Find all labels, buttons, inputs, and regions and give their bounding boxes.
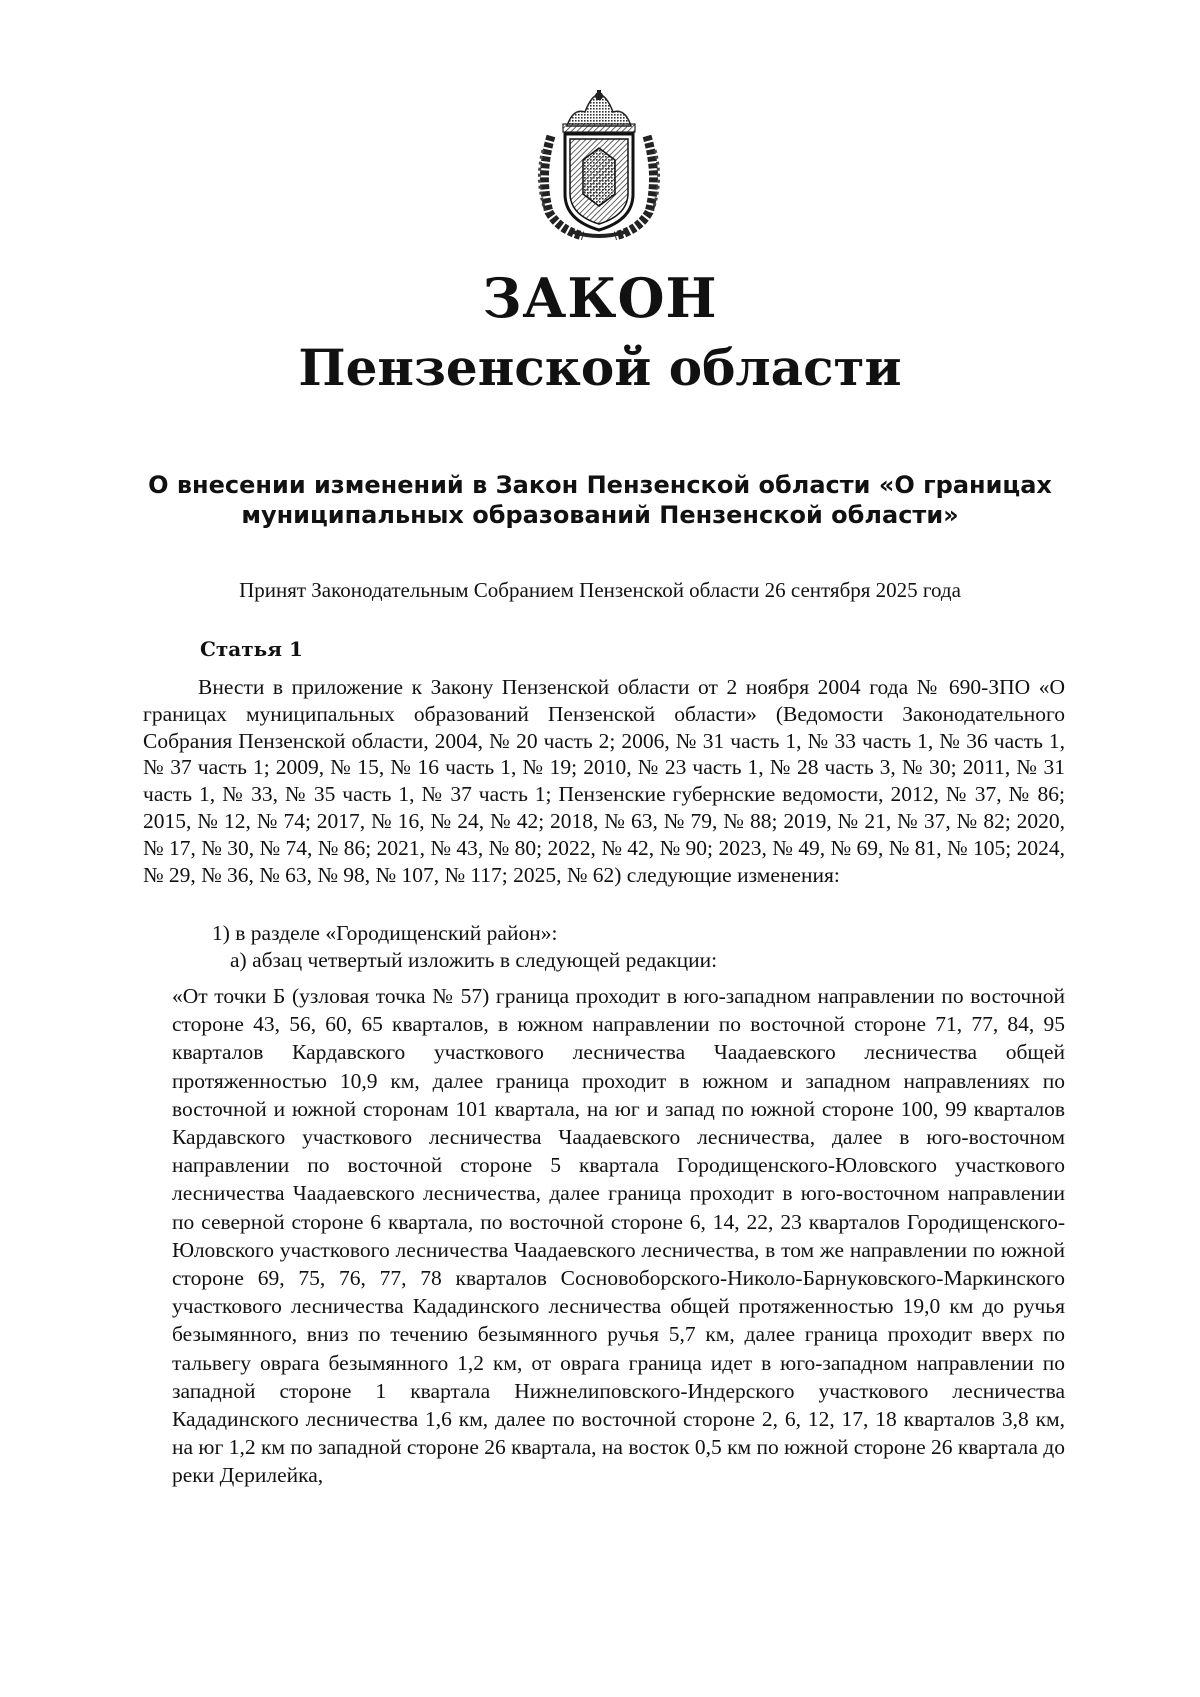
adoption-statement: Принят Законодательным Собранием Пензенской области 26 сентября 2025 года — [239, 578, 961, 602]
law-subject-line: муниципальных образований Пензенской области» — [241, 501, 959, 529]
quoted-paragraph: «От точки Б (узловая точка № 57) граница проходит в юго-западном направлении по восточной стороне 43, 56, 60, 65 кварталов, в южном направлении по восточной стороне 71, 77, 84, 95 кварталов Кардавского участкового лесничества Чаадаевского лесничества общей протяженностью 10,9 км, далее граница проходит в южном и западном направлениях по восточной и южной сторонам 101 квартала, на юг и запад по южной стороне 100, 99 кварталов Кардавского участкового лесничества Чаадаевского лесничества, далее в юго-восточном направлении по восточной стороне 5 квартала Городищенского-Юловского участкового лесничества Чаадаевского лесничества, далее граница проходит в юго-восточном направлении по северной стороне 6 квартала, по восточной стороне 6, 14, 22, 23 кварталов Городищенского-Юловского участкового лесничества Чаадаевского лесничества, в том же направлении по южной стороне 69, 75, 76, 77, 78 кварталов Сосновоборского-Николо-Барнуковского-Маркинского участкового лесничества Кададинского лесничества общей протяженностью 19,0 км до ручья безымянного, вниз по течению безымянного ручья 5,7 км, далее граница проходит вверх по тальвегу оврага безымянного 1,2 км, от оврага граница идет в юго-западном направлении по западной стороне 1 квартала Нижнелиповского-Индерского участкового лесничества Кададинского лесничества 1,6 км, далее по восточной стороне 2, 6, 12, 17, 18 кварталов 3,8 км, на юг 1,2 км по западной стороне 26 квартала, на восток 0,5 км по южной стороне 26 квартала до реки Дерилейка, — [172, 984, 1065, 1488]
list-subitem: а) абзац четвертый изложить в следующей редакции: — [230, 948, 718, 972]
law-subject-line: О внесении изменений в Закон Пензенской области «О границах — [148, 471, 1052, 499]
document-region: Пензенской области — [298, 338, 902, 397]
article-intro-paragraph: Внести в приложение к Закону Пензенской области от 2 ноября 2004 года № 690-ЗПО «О границах муниципальных образований Пензенской области» (Ведомости Законодательного Собрания Пензенской области, 2004, № 20 часть 2; 2006, № 31 часть 1, № 33 часть 1, № 36 часть 1, № 37 часть 1; 2009, № 15, № 16 часть 1, № 19; 2010, № 23 часть 1, № 28 часть 3, № 30; 2011, № 31 часть 1, № 33, № 35 часть 1, № 37 часть 1; Пензенские губернские ведомости, 2012, № 37, № 86; 2015, № 12, № 74; 2017, № 16, № 24, № 42; 2018, № 63, № 79, № 88; 2019, № 21, № 37, № 82; 2020, № 17, № 30, № 74, № 86; 2021, № 43, № 80; 2022, № 42, № 90; 2023, № 49, № 69, № 81, № 105; 2024, № 29, № 36, № 63, № 98, № 107, № 117; 2025, № 62) следующие изменения: — [143, 675, 1065, 887]
article-heading: Статья 1 — [200, 637, 303, 661]
law-subject — [130, 470, 1070, 530]
list-item: 1) в разделе «Городищенский район»: — [212, 921, 558, 945]
coat-of-arms-icon — [533, 90, 665, 240]
document-title: ЗАКОН — [482, 266, 718, 330]
